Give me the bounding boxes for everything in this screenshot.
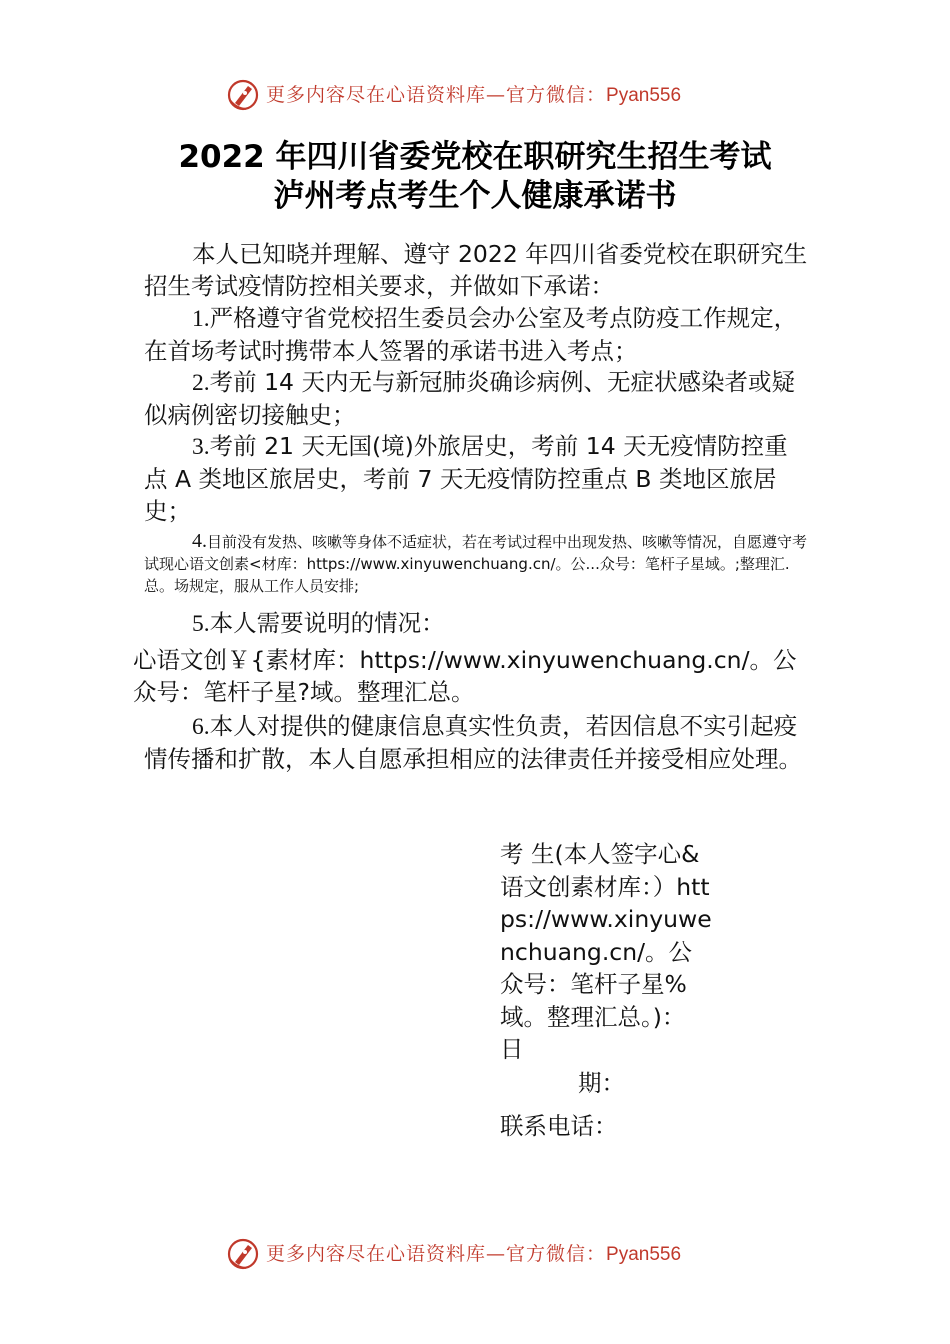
banner-text: 更多内容尽在心语资料库—官方微信：Pyan556: [266, 1243, 682, 1265]
item-text: 考前 21 天无国(境)外旅居史，考前 14 天无疫情防控重点 A 类地区旅居史，考前 7 天无疫情防控重点 B 类地区旅居史；: [144, 432, 788, 525]
item-text: 本人需要说明的情况：: [209, 609, 445, 637]
commitment-item-2: [144, 366, 808, 431]
pen-nib-logo-icon: [226, 78, 260, 112]
item-text: 目前没有发热、咳嗽等身体不适症状，若在考试过程中出现发热、咳嗽等情况，自愿遵守考试现心语文创素<材库：https://www.xinyuwenchuang.cn/。公...众号：笔杆子星域。;整理汇.总。场规定，服从工作人员安排;: [144, 533, 808, 595]
item-number: 4.: [192, 530, 207, 552]
item-text: 考前 14 天内无与新冠肺炎确诊病例、无症状感染者或疑似病例密切接触史；: [144, 368, 795, 429]
wechat-id: Pyan556: [606, 1244, 682, 1265]
item-text: 本人对提供的健康信息真实性负责，若因信息不实引起疫情传播和扩散，本人自愿承担相应的法律责任并接受相应处理。: [144, 712, 802, 773]
item-number: 3.: [192, 434, 210, 460]
footer-watermark-banner: [0, 1233, 950, 1273]
date-label: 期：: [578, 1069, 625, 1097]
signature-block: 考 生(本人签字心&语文创素材库：）https://www.xinyuwenchuang.cn/。公众号：笔杆子星%域。整理汇总。)： 日: [500, 840, 712, 1063]
document-title-line-2: 泸州考点考生个人健康承诺书: [273, 178, 677, 214]
commitment-item-6: [144, 710, 808, 775]
wechat-id: Pyan556: [606, 85, 682, 106]
commitment-item-1: [144, 302, 808, 367]
header-watermark-banner: [0, 74, 950, 114]
commitment-item-4: [144, 530, 808, 597]
commitment-item-3: [144, 430, 808, 527]
item-text: 严格遵守省党校招生委员会办公室及考点防疫工作规定，在首场考试时携带本人签署的承诺书进入考点；: [144, 304, 798, 365]
banner-text: 更多内容尽在心语资料库—官方微信：Pyan556: [266, 84, 682, 106]
intro-paragraph: 本人已知晓并理解、遵守 2022 年四川省委党校在职研究生招生考试疫情防控相关要求，并做如下承诺：: [144, 240, 808, 300]
commitment-item-5: [144, 607, 808, 640]
item-number: 2.: [192, 370, 210, 396]
pen-nib-logo-icon: [226, 1237, 260, 1271]
item-5-note: 心语文创￥{素材库：https://www.xinyuwenchuang.cn/。公众号：笔杆子星?域。整理汇总。: [133, 646, 797, 706]
item-number: 5.: [192, 611, 210, 637]
phone-label: 联系电话：: [500, 1112, 618, 1140]
item-number: 6.: [192, 714, 210, 740]
document-title-line-1: 2022 年四川省委党校在职研究生招生考试: [178, 139, 772, 175]
item-number: 1.: [192, 306, 210, 332]
